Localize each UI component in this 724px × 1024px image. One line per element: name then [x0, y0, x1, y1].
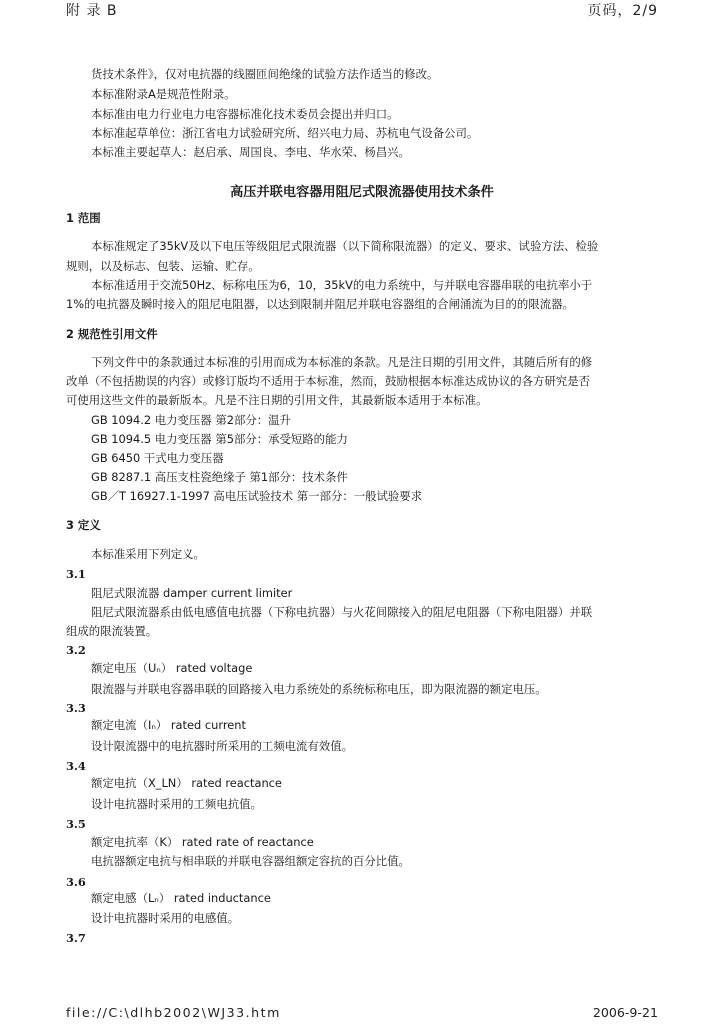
reference-item: GB／T 16927.1-1997 高电压试验技术 第一部分：一般试验要求	[91, 489, 423, 503]
clause-number: 3.2	[66, 643, 86, 657]
section-heading: 3 定义	[66, 518, 101, 532]
reference-item: GB 1094.2 电力变压器 第2部分：温升	[91, 413, 291, 427]
term-line: 额定电感（Lₙ） rated inductance	[91, 891, 271, 905]
paragraph-line: 下列文件中的条款通过本标准的引用而成为本标准的条款。凡是注日期的引用文件，其随后所有的修	[91, 355, 593, 369]
reference-item: GB 8287.1 高压支柱瓷绝缘子 第1部分：技术条件	[91, 470, 348, 484]
paragraph-line: 1%的电抗器及瞬时接入的阻尼电阻器，以达到限制并阻尼并联电容器组的合闸涌流为目的的限流器。	[66, 297, 574, 311]
definition-line: 设计限流器中的电抗器时所采用的工频电流有效值。	[91, 739, 353, 753]
reference-item: GB 1094.5 电力变压器 第5部分：承受短路的能力	[91, 432, 348, 446]
header-page-number: 页码，2/9	[587, 3, 658, 19]
intro-line: 本标准由电力行业电力电容器标准化技术委员会提出并归口。	[91, 107, 399, 121]
paragraph-line: 可使用这些文件的最新版本。凡是不注日期的引用文件，其最新版本适用于本标准。	[66, 393, 488, 407]
paragraph-line: 本标准采用下列定义。	[91, 547, 205, 561]
clause-number: 3.6	[66, 875, 86, 889]
intro-line: 货技术条件》，仅对电抗器的线圈匝间绝缘的试验方法作适当的修改。	[91, 67, 439, 81]
reference-item: GB 6450 干式电力变压器	[91, 451, 224, 465]
definition-line: 限流器与并联电容器串联的回路接入电力系统处的系统标称电压，即为限流器的额定电压。	[91, 682, 547, 696]
intro-line: 本标准起草单位：浙江省电力试验研究所、绍兴电力局、苏杭电气设备公司。	[91, 126, 479, 140]
intro-line: 本标准附录A是规范性附录。	[91, 87, 236, 101]
definition-line: 阻尼式限流器系由低电感值电抗器（下称电抗器）与火花间隙接入的阻尼电阻器（下称电阻器）并联	[91, 605, 593, 619]
term-line: 额定电抗（X_LN） rated reactance	[91, 776, 282, 790]
definition-line: 设计电抗器时采用的电感值。	[91, 911, 240, 925]
paragraph-line: 本标准适用于交流50Hz、标称电压为6，10，35kV的电力系统中，与并联电容器串联的电抗率小于	[91, 278, 593, 292]
term-line: 额定电压（Uₙ） rated voltage	[91, 661, 253, 675]
clause-number: 3.7	[66, 931, 86, 945]
term-line: 阻尼式限流器 damper current limiter	[91, 586, 293, 600]
document-title: 高压并联电容器用阻尼式限流器使用技术条件	[230, 185, 494, 200]
definition-line: 电抗器额定电抗与相串联的并联电容器组额定容抗的百分比值。	[91, 854, 410, 868]
intro-line: 本标准主要起草人：赵启承、周国良、李电、华水荣、杨昌兴。	[91, 145, 410, 159]
header-appendix-label: 附 录 B	[66, 3, 118, 19]
clause-number: 3.1	[66, 567, 86, 581]
footer-date: 2006-9-21	[592, 1005, 658, 1020]
paragraph-line: 改单（不包括勘误的内容）或修订版均不适用于本标准，然而，鼓励根据本标准达成协议的各方研究是否	[66, 374, 590, 388]
definition-line: 组成的限流装置。	[66, 624, 158, 638]
paragraph-line: 规则，以及标志、包装、运输、贮存。	[66, 259, 260, 273]
clause-number: 3.3	[66, 701, 86, 715]
term-line: 额定电抗率（K） rated rate of reactance	[91, 835, 314, 849]
section-heading: 2 规范性引用文件	[66, 327, 158, 341]
footer-file-path: file://C:\dlhb2002\WJ33.htm	[66, 1005, 281, 1020]
definition-line: 设计电抗器时采用的工频电抗值。	[91, 797, 262, 811]
clause-number: 3.4	[66, 759, 86, 773]
paragraph-line: 本标准规定了35kV及以下电压等级阻尼式限流器（以下简称限流器）的定义、要求、试验方法、检验	[91, 239, 599, 253]
clause-number: 3.5	[66, 817, 86, 831]
term-line: 额定电流（Iₙ） rated current	[91, 718, 246, 732]
section-heading: 1 范围	[66, 211, 101, 225]
